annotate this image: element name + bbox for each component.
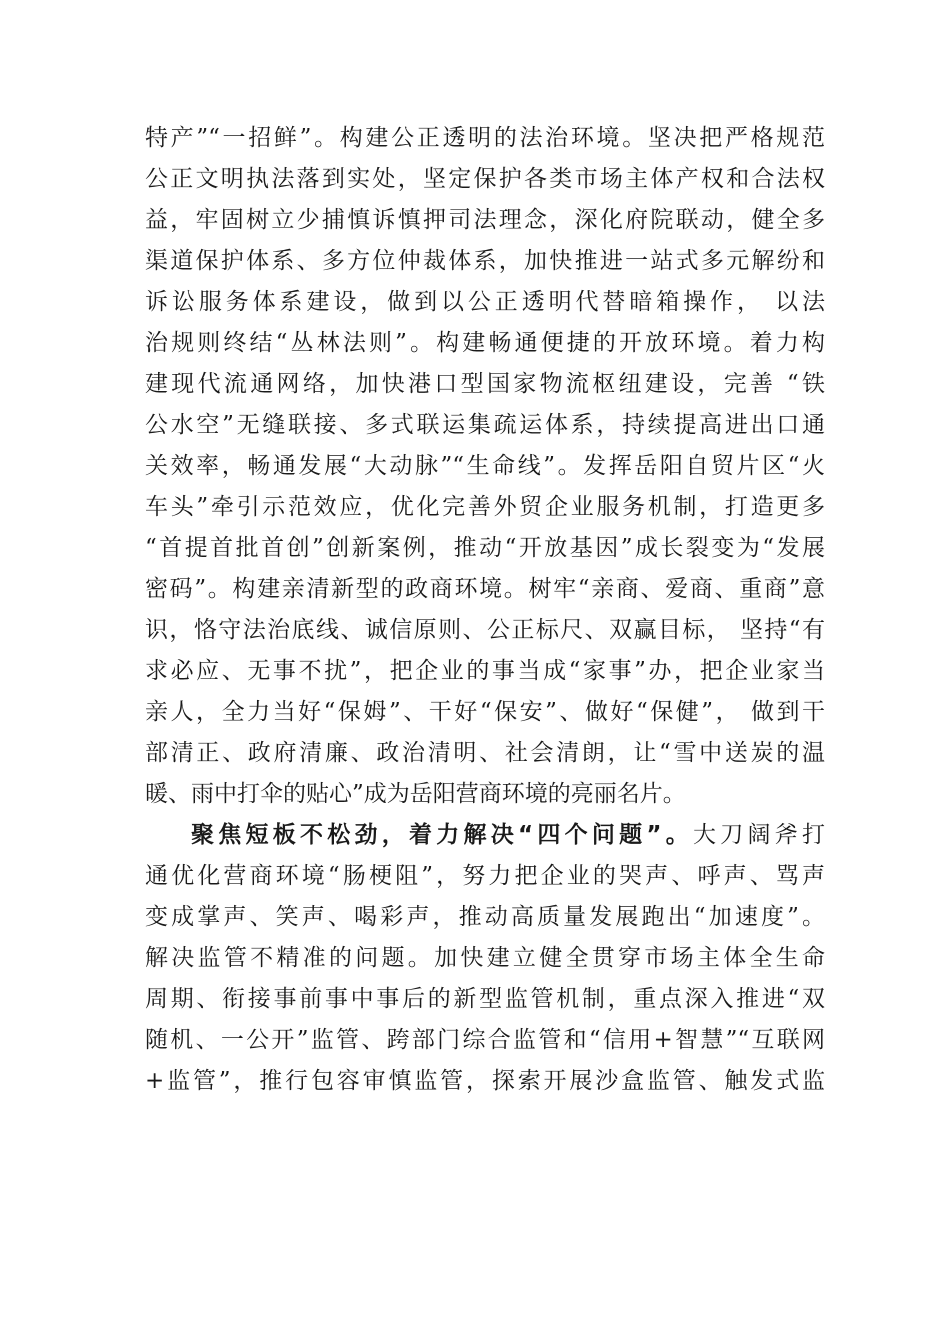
text-line: 通优化营商环境“肠梗阻”，努力把企业的哭声、呼声、骂声 — [145, 863, 825, 889]
text-line: 建现代流通网络，加快港口型国家物流枢纽建设，完善 “铁 — [145, 371, 825, 397]
text-line: 公正文明执法落到实处，坚定保护各类市场主体产权和合法权 — [145, 166, 825, 192]
document-body — [145, 118, 825, 1102]
text-line: +监管”，推行包容审慎监管，探索开展沙盒监管、触发式监 — [145, 1068, 825, 1094]
paragraph-2 — [145, 815, 825, 1102]
text-line: 识，恪守法治底线、诚信原则、公正标尺、双赢目标， 坚持“有 — [145, 617, 825, 643]
text-line: 解决监管不精准的问题。加快建立健全贯穿市场主体全生命 — [145, 945, 825, 971]
text-line: 求必应、无事不扰”，把企业的事当成“家事”办，把企业家当 — [145, 658, 825, 684]
text-line-with-heading — [145, 815, 825, 856]
text-line: 车头”牵引示范效应，优化完善外贸企业服务机制，打造更多 — [145, 494, 825, 520]
text-line: 益，牢固树立少捕慎诉慎押司法理念，深化府院联动，健全多 — [145, 207, 825, 233]
text-line: 变成掌声、笑声、喝彩声，推动高质量发展跑出“加速度”。 — [145, 904, 825, 930]
text-line: 公水空”无缝联接、多式联运集疏运体系，持续提高进出口通 — [145, 412, 825, 438]
text-line: 特产”“一招鲜”。构建公正透明的法治环境。坚决把严格规范 — [145, 125, 825, 151]
text-line: 诉讼服务体系建设，做到以公正透明代替暗箱操作， 以法 — [145, 289, 825, 315]
text-line: 周期、衔接事前事中事后的新型监管机制，重点深入推进“双 — [145, 986, 825, 1012]
text-line: “首提首批首创”创新案例，推动“开放基因”成长裂变为“发展 — [145, 535, 825, 561]
paragraph-1 — [145, 118, 825, 815]
text-run: 大刀阔斧打 — [693, 822, 826, 848]
text-line: 治规则终结“丛林法则”。构建畅通便捷的开放环境。着力构 — [145, 330, 825, 356]
text-line: 部清正、政府清廉、政治清明、社会清朗，让“雪中送炭的温 — [145, 740, 825, 766]
text-line: 随机、一公开”监管、跨部门综合监管和“信用+智慧”“互联网 — [145, 1027, 825, 1053]
text-line: 暖、雨中打伞的贴心”成为岳阳营商环境的亮丽名片。 — [145, 781, 686, 807]
text-line: 密码”。构建亲清新型的政商环境。树牢“亲商、爱商、重商”意 — [145, 576, 825, 602]
text-line: 渠道保护体系、多方位仲裁体系，加快推进一站式多元解纷和 — [145, 248, 825, 274]
paragraph-heading: 聚焦短板不松劲，着力解决“四个问题”。 — [191, 822, 693, 848]
text-line: 亲人，全力当好“保姆”、干好“保安”、做好“保健”， 做到干 — [145, 699, 825, 725]
text-line: 关效率，畅通发展“大动脉”“生命线”。发挥岳阳自贸片区“火 — [145, 453, 825, 479]
